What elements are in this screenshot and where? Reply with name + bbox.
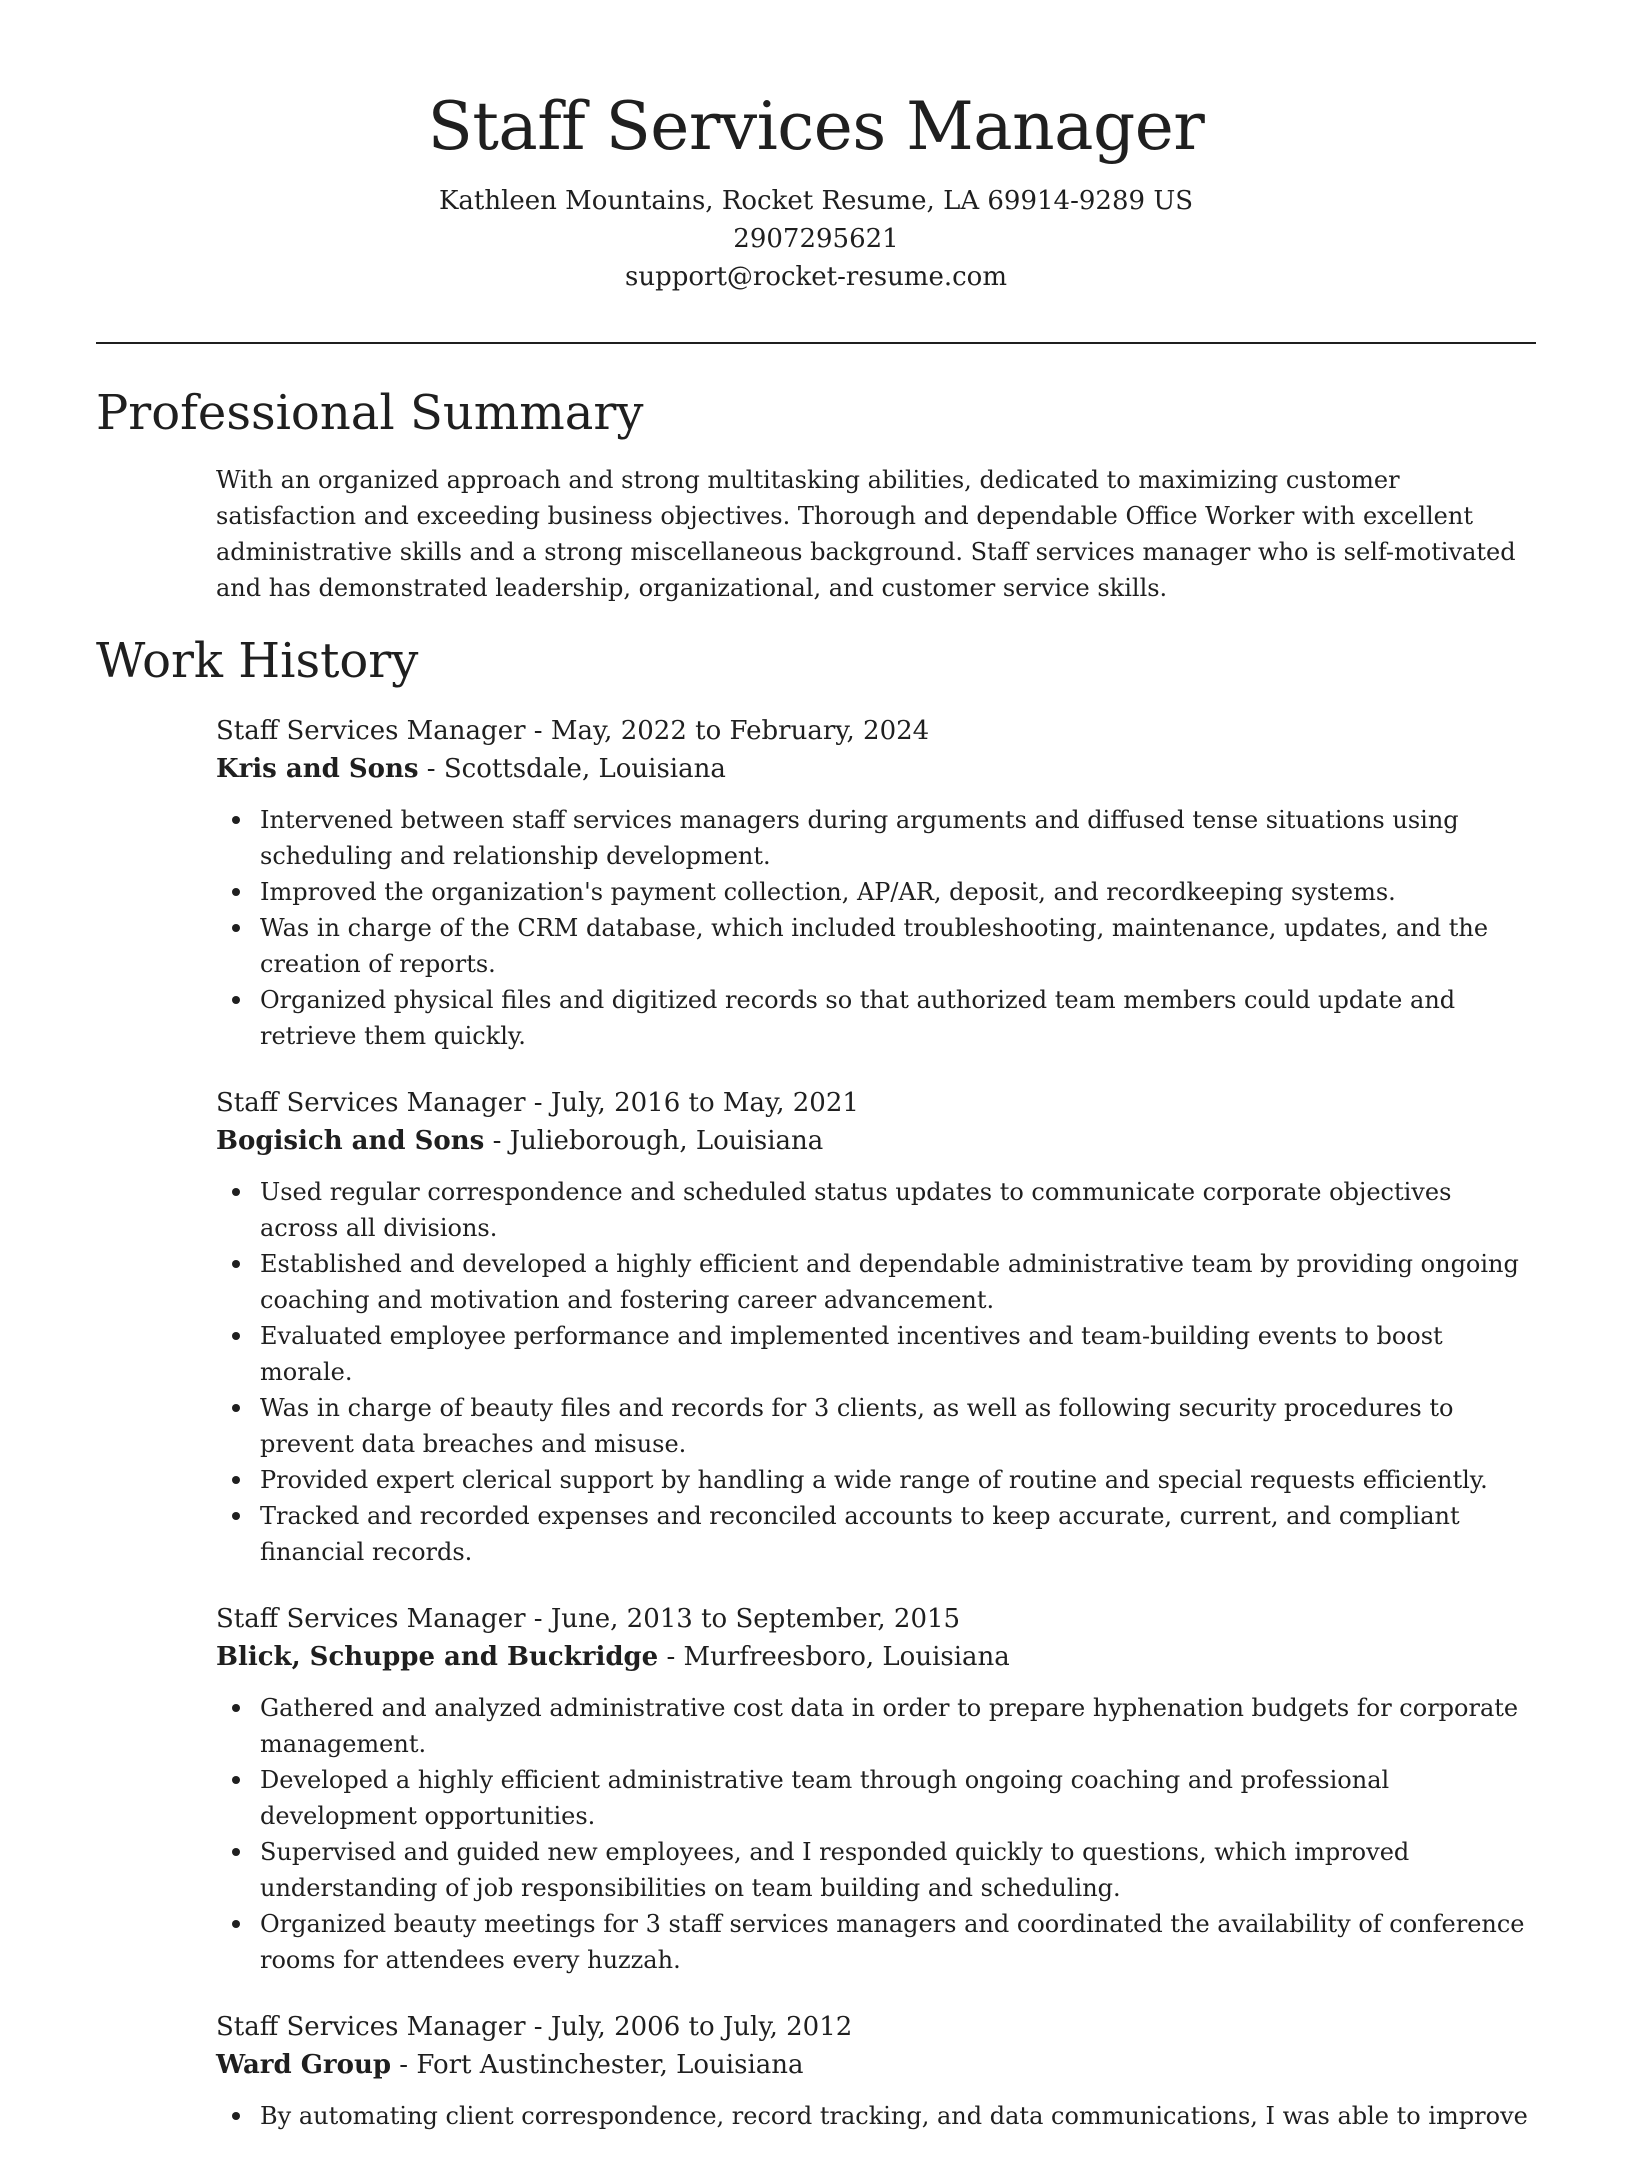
job-bullet: Organized physical files and digitized records so that authorized team members could update and retrieve them quickly. [260,982,1536,1054]
job-bullet-list [216,1690,1536,1978]
job-bullet: Intervened between staff services managers during arguments and diffused tense situations using scheduling and relationship development. [260,802,1536,874]
contact-block [0,182,1632,296]
work-history-list [216,712,1536,2164]
company-name: Bogisich and Sons [216,1126,485,1156]
company-name: Blick, Schuppe and Buckridge [216,1642,659,1672]
job-company-line [216,750,1536,788]
job-bullet: Used regular correspondence and scheduled status updates to communicate corporate objectives across all divisions. [260,1174,1536,1246]
company-location: - Julieborough, Louisiana [484,1126,824,1156]
job-bullet-list [216,2098,1536,2134]
job-entry [216,1600,1536,1978]
job-title-line: Staff Services Manager - June, 2013 to September, 2015 [216,1604,961,1634]
job-bullet: Gathered and analyzed administrative cost data in order to prepare hyphenation budgets for corporate management. [260,1690,1536,1762]
header-divider [96,342,1536,344]
job-entry [216,2008,1536,2134]
job-bullet: By automating client correspondence, record tracking, and data communications, I was able to improve [260,2098,1536,2134]
job-company-line [216,1122,1536,1160]
job-company-line [216,2046,1536,2084]
contact-email: support@rocket-resume.com [624,262,1007,292]
job-bullet: Was in charge of the CRM database, which included troubleshooting, maintenance, updates, and the creation of reports. [260,910,1536,982]
job-bullet: Organized beauty meetings for 3 staff services managers and coordinated the availability of conference rooms for attendees every huzzah. [260,1906,1536,1978]
job-title-line: Staff Services Manager - May, 2022 to February, 2024 [216,716,930,746]
contact-address: Kathleen Mountains, Rocket Resume, LA 69914-9289 US [438,186,1194,216]
job-title-heading: Staff Services Manager [427,88,1205,165]
company-location: - Scottsdale, Louisiana [418,754,726,784]
summary-text: With an organized approach and strong multitasking abilities, dedicated to maximizing customer satisfaction and exceeding business objectives. Thorough and dependable Office Worker with excellent administrative skills and a strong miscellaneous background. Staff services manager who is self-motivated and has demonstrated leadership, organizational, and customer service skills. [216,466,1516,602]
contact-phone: 2907295621 [733,224,899,254]
company-name: Ward Group [216,2050,392,2080]
work-history-heading: Work History [96,633,419,689]
resume-header [0,82,1632,296]
job-bullet-list [216,1174,1536,1570]
job-entry [216,712,1536,1054]
job-bullet: Improved the organization's payment collection, AP/AR, deposit, and recordkeeping systems. [260,874,1536,910]
job-bullet: Was in charge of beauty files and records for 3 clients, as well as following security procedures to prevent data breaches and misuse. [260,1390,1536,1462]
job-bullet: Tracked and recorded expenses and reconciled accounts to keep accurate, current, and compliant financial records. [260,1498,1536,1570]
job-bullet-list [216,802,1536,1054]
job-company-line [216,1638,1536,1676]
job-entry [216,1084,1536,1570]
company-location: - Fort Austinchester, Louisiana [391,2050,804,2080]
job-bullet: Supervised and guided new employees, and I responded quickly to questions, which improved understanding of job responsibilities on team building and scheduling. [260,1834,1536,1906]
job-bullet: Established and developed a highly efficient and dependable administrative team by providing ongoing coaching and motivation and fostering career advancement. [260,1246,1536,1318]
company-location: - Murfreesboro, Louisiana [658,1642,1010,1672]
job-title-line: Staff Services Manager - July, 2016 to May, 2021 [216,1088,859,1118]
company-name: Kris and Sons [216,754,419,784]
job-bullet: Evaluated employee performance and implemented incentives and team-building events to boost morale. [260,1318,1536,1390]
job-bullet: Developed a highly efficient administrative team through ongoing coaching and professional development opportunities. [260,1762,1536,1834]
summary-heading: Professional Summary [96,385,644,441]
job-title-line: Staff Services Manager - July, 2006 to July, 2012 [216,2012,853,2042]
job-bullet: Provided expert clerical support by handling a wide range of routine and special requests efficiently. [260,1462,1536,1498]
